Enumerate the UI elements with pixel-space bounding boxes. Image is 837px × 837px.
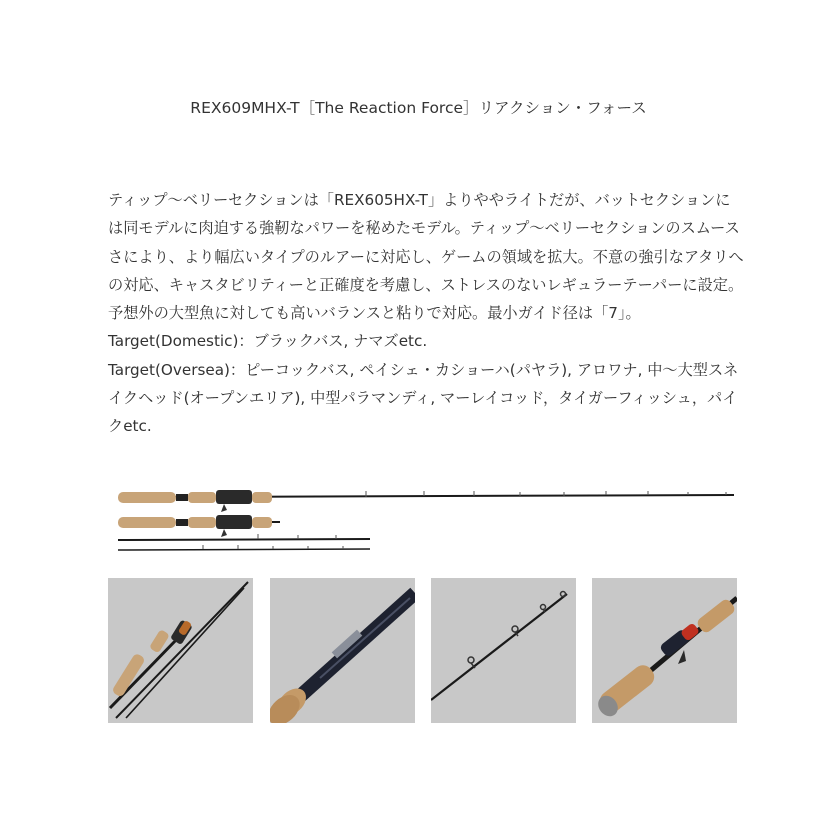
rod-blank-photo	[270, 578, 415, 723]
rod-guides-photo	[431, 578, 576, 723]
photo-rod-guides-detail	[431, 578, 576, 723]
rod-sections-diagram	[108, 482, 744, 558]
photo-rod-grip-detail	[592, 578, 737, 723]
rod-sections-icon	[108, 482, 744, 558]
photo-rod-blank-detail	[270, 578, 415, 723]
target-domestic: Target(Domestic)：ブラックバス, ナマズetc.	[108, 332, 428, 351]
rod-overview-photo	[108, 578, 253, 723]
product-title: REX609MHX-T［The Reaction Force］リアクション・フォース	[190, 99, 647, 117]
target-oversea: Target(Oversea)：ピーコックバス, ペイシェ・カショーハ(パヤラ), アロワナ, 中～大型スネイクヘッド(オープンエリア), 中型パラマンディ, マーレイコッド，タイガーフィッシュ，パイクetc.	[108, 360, 739, 436]
rod-grip-photo	[592, 578, 737, 723]
product-description-block	[108, 186, 744, 441]
photo-rod-overview	[108, 578, 253, 723]
product-description: ティップ～ベリーセクションは「REX605HX-T」よりややライトだが、バットセクションには同モデルに肉迫する強靭なパワーを秘めたモデル。ティップ～ベリーセクションのスムースさにより、より幅広いタイプのルアーに対応し、ゲームの領域を拡大。不意の強引なアタリへの対応、キャスタビリティーと正確度を考慮し、ストレスのないレギュラーテーパーに設定。予想外の大型魚に対しても高いバランスと粘りで対応。最小ガイド径は「7」。	[108, 191, 744, 323]
